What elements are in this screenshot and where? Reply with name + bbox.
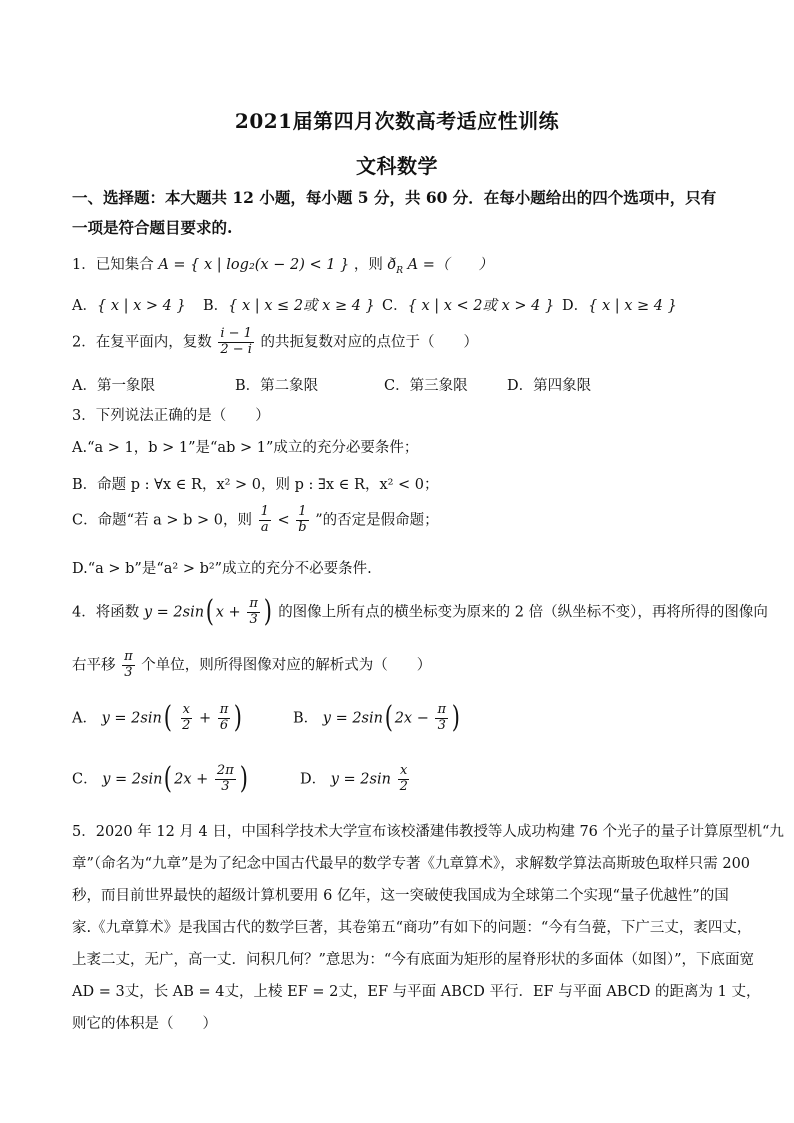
q1-option-a: A．{ x | x > 4 } xyxy=(72,298,186,314)
q1-prefix: 1．已知集合 xyxy=(72,257,154,273)
q5-line-5: 上袤二丈，无广，高一丈．问积几何？”意思为：“今有底面为矩形的屋脊形状的多面体（如图）”，下底面宽 xyxy=(72,952,754,968)
q1-option-d: D．{ x | x ≥ 4 } xyxy=(562,298,677,314)
question-1-stem xyxy=(72,253,493,276)
q2-option-c: C．第三象限 xyxy=(384,378,468,394)
q1-middle: ，则 xyxy=(353,257,383,273)
q3-option-a: A.“a > 1，b > 1”是“ab > 1”成立的充分必要条件； xyxy=(72,440,419,456)
q5-line-6: AD = 3丈，长 AB = 4丈，上棱 EF = 2丈，EF 与平面 ABCD 平行．EF 与平面 ABCD 的距离为 1 丈， xyxy=(72,984,761,1000)
q1-set: A = { x | log₂(x − 2) < 1 } xyxy=(158,257,350,273)
q3-option-d: D.“a > b”是“a² > b²”成立的充分不必要条件. xyxy=(72,561,372,577)
q1-complement-symbol: $ð_R$ xyxy=(387,257,404,276)
q2-prefix: 2．在复平面内，复数 xyxy=(72,334,212,351)
question-4-line-2: 右平移 $\frac{\pi}{3}$ 个单位，则所得图像对应的解析式为（ ） xyxy=(72,649,432,680)
q2-option-b: B．第二象限 xyxy=(235,378,319,394)
q1-option-b: B．{ x | x ≤ 2或 x ≥ 4 } xyxy=(203,298,375,314)
q4-option-c: C． y = 2sin( 2x + $\frac{2\pi}{3}$ ) xyxy=(72,761,248,797)
q5-line-7: 则它的体积是（ ） xyxy=(72,1016,217,1032)
q3-option-b: B．命题 p : ∀x ∈ R，x² > 0，则 p : ∃x ∈ R，x² < 0； xyxy=(72,477,439,493)
q5-line-3: 秒，而目前世界最快的超级计算机要用 6 亿年，这一突破使我国成为全球第二个实现“量子优越性”的国 xyxy=(72,888,729,904)
q5-line-1: 5．2020 年 12 月 4 日，中国科学技术大学宣布该校潘建伟教授等人成功构建 76 个光子的量子计算原型机“九 xyxy=(72,824,784,840)
section-heading-line-1: 一、选择题：本大题共 12 小题，每小题 5 分，共 60 分．在每小题给出的四个选项中，只有 xyxy=(72,188,717,207)
section-heading-line-2: 一项是符合题目要求的. xyxy=(72,218,233,237)
question-3-stem: 3．下列说法正确的是（ ） xyxy=(72,408,270,424)
q2-fraction: $\frac{i - 1}{2 - i}$ xyxy=(220,326,252,357)
q2-option-d: D．第四象限 xyxy=(507,378,592,394)
q4-option-d: D． y = 2sin $\frac{x}{2}$ xyxy=(300,763,408,794)
exam-subject: 文科数学 xyxy=(356,154,438,178)
q2-option-a: A．第一象限 xyxy=(72,378,155,394)
q3-option-c: C．命题“若 a > b > 0，则 $\frac{1}{a}$ < $\frac{1}{b}$ ”的否定是假命题； xyxy=(72,504,439,535)
q5-line-4: 家.《九章算术》是我国古代的数学巨著，其卷第五“商功”有如下的问题：“今有刍甍，下广三丈，袤四丈， xyxy=(72,920,752,936)
question-5 xyxy=(72,816,784,1040)
exam-title: 2021届第四月次数高考适应性训练 xyxy=(234,109,560,133)
q1-option-c: C．{ x | x < 2或 x > 4 } xyxy=(382,298,555,314)
q4-option-a: A． y = 2sin( $\frac{x}{2}$ + $\frac{\pi}{6}$ ) xyxy=(72,700,243,736)
question-4-stem: 4．将函数 y = 2sin( x + $\frac{\pi}{3}$ ) 的图像上所有点的横坐标变为原来的 2 倍（纵坐标不变），再将所得的图像向 xyxy=(72,594,768,630)
q5-line-2: 章”（命名为“九章”是为了纪念中国古代最早的数学专著《九章算术》，求解数学算法高斯玻色取样只需 200 xyxy=(72,856,751,872)
question-2-stem xyxy=(72,327,478,358)
q1-complement-a: A =（ ） xyxy=(407,257,493,273)
q4-option-b: B． y = 2sin( 2x − $\frac{\pi}{3}$ ) xyxy=(293,700,460,736)
q2-suffix: 的共扼复数对应的点位于（ ） xyxy=(260,334,479,351)
